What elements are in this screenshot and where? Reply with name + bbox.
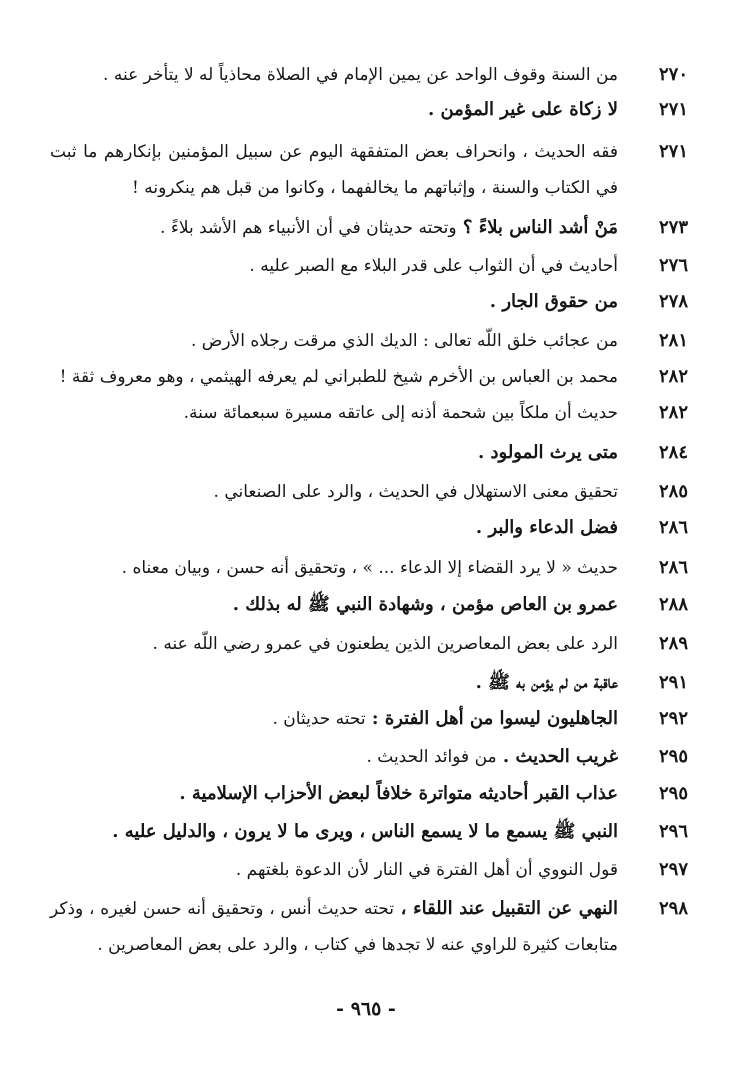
entry-heading-text: غريب الحديث . <box>502 746 618 767</box>
index-entry <box>50 284 688 320</box>
index-entry <box>50 92 688 128</box>
page-number-footer: - ٩٦٥ - <box>336 998 396 1020</box>
entry-page-number: ٢٨٨ <box>658 594 688 615</box>
entry-heading: فضل الدعاء والبر . <box>475 517 618 538</box>
entry-page-number: ٢٧١ <box>658 141 688 162</box>
entry-page-number: ٢٩١ <box>658 672 688 693</box>
entry-page-number: ٢٨٢ <box>658 402 688 423</box>
entry-page-number: ٢٨٦ <box>658 557 688 578</box>
entry-text: من عجائب خلق اللّه تعالى : الديك الذي مرقت رجلاه الأرض . <box>190 331 618 351</box>
entry-heading: عمرو بن العاص مؤمن ، وشهادة النبي ﷺ له بذلك . <box>232 594 618 615</box>
entry-note: تحته حديثان . <box>272 709 366 729</box>
entry-heading-text: الجاهليون ليسوا من أهل الفترة : <box>371 708 618 729</box>
entry-heading: متى يرث المولود . <box>477 442 618 463</box>
entry-heading <box>50 739 618 775</box>
index-entry <box>50 776 688 812</box>
entry-text: تحقيق معنى الاستهلال في الحديث ، والرد على الصنعاني . <box>213 482 618 502</box>
index-entry <box>50 701 688 737</box>
entry-heading: عاقبة من لم يؤمن به ﷺ . <box>475 672 618 693</box>
entry-text: فقه الحديث ، وانحراف بعض المتفقهة اليوم عن سبيل المؤمنين بإنكارهم ما ثبت في الكتاب والسنة ، وإثباتهم ما يخالفهما ، وكانوا من قبل هم ينكرونه ! <box>50 142 618 198</box>
entry-heading-text: مَنْ أشد الناس بلاءً ؟ <box>462 217 618 238</box>
entry-text: حديث أن ملكاً بين شحمة أذنه إلى عاتقه مسيرة سبعمائة سنة. <box>183 403 618 423</box>
entry-page-number: ٢٨٩ <box>658 633 688 654</box>
index-entry <box>50 626 688 662</box>
entry-page-number: ٢٩٥ <box>658 783 688 804</box>
entry-note: من فوائد الحديث . <box>366 747 497 767</box>
entry-page-number: ٢٩٧ <box>658 859 688 880</box>
entry-heading <box>50 701 618 737</box>
index-entry <box>50 665 688 701</box>
entry-note: تحته حديث أنس ، وتحقيق أنه حسن لغيره ، وذكر متابعات كثيرة للراوي عنه لا تجدها في كتاب ، والرد على بعض المعاصرين . <box>50 899 618 955</box>
entry-note: وتحته حديثان في أن الأنبياء هم الأشد بلاءً . <box>160 218 457 238</box>
index-entry <box>50 891 688 963</box>
entry-page-number: ٢٨٤ <box>658 442 688 463</box>
entry-text: الرد على بعض المعاصرين الذين يطعنون في عمرو رضي اللّه عنه . <box>152 634 618 654</box>
index-entry <box>50 134 688 206</box>
index-entry <box>50 739 688 775</box>
entry-page-number: ٢٨٦ <box>658 517 688 538</box>
index-entry <box>50 587 688 623</box>
index-entry <box>50 323 688 359</box>
index-entry <box>50 510 688 546</box>
index-entry <box>50 210 688 246</box>
entry-page-number: ٢٩٦ <box>658 821 688 842</box>
entry-text: حديث « لا يرد القضاء إلا الدعاء ... » ، وتحقيق أنه حسن ، وبيان معناه . <box>121 558 618 578</box>
index-entry <box>50 248 688 284</box>
entry-heading <box>50 891 618 963</box>
index-entry <box>50 814 688 850</box>
index-entry <box>50 359 688 395</box>
entry-page-number: ٢٧٠ <box>658 64 688 85</box>
index-entry <box>50 852 688 888</box>
entry-heading: عذاب القبر أحاديثه متواترة خلافاً لبعض الأحزاب الإسلامية . <box>179 783 618 804</box>
entry-page-number: ٢٩٨ <box>658 898 688 919</box>
entry-page-number: ٢٩٥ <box>658 746 688 767</box>
entry-heading <box>50 210 618 246</box>
entry-page-number: ٢٧٣ <box>658 217 688 238</box>
entry-page-number: ٢٩٢ <box>658 708 688 729</box>
entry-heading: من حقوق الجار . <box>489 291 618 312</box>
index-entry <box>50 550 688 586</box>
entry-text: قول النووي أن أهل الفترة في النار لأن الدعوة بلغتهم . <box>235 860 618 880</box>
entry-page-number: ٢٨٢ <box>658 366 688 387</box>
entry-text: محمد بن العباس بن الأخرم شيخ للطبراني لم يعرفه الهيثمي ، وهو معروف ثقة ! <box>59 367 618 387</box>
index-entry <box>50 474 688 510</box>
entry-text: أحاديث في أن الثواب على قدر البلاء مع الصبر عليه . <box>249 256 618 276</box>
entry-page-number: ٢٨٥ <box>658 481 688 502</box>
index-entry <box>50 395 688 431</box>
entry-text: من السنة وقوف الواحد عن يمين الإمام في الصلاة محاذياً له لا يتأخر عنه . <box>103 65 618 85</box>
entry-heading: لا زكاة على غير المؤمن . <box>427 99 618 120</box>
entry-heading: النبي ﷺ يسمع ما لا يسمع الناس ، ويرى ما لا يرون ، والدليل عليه . <box>112 821 618 842</box>
entry-page-number: ٢٧٨ <box>658 291 688 312</box>
entry-page-number: ٢٨١ <box>658 330 688 351</box>
entry-page-number: ٢٧٦ <box>658 255 688 276</box>
entry-page-number: ٢٧١ <box>658 99 688 120</box>
entry-heading-text: النهي عن التقبيل عند اللقاء ، <box>400 898 618 919</box>
index-entry <box>50 57 688 93</box>
index-entry <box>50 435 688 471</box>
